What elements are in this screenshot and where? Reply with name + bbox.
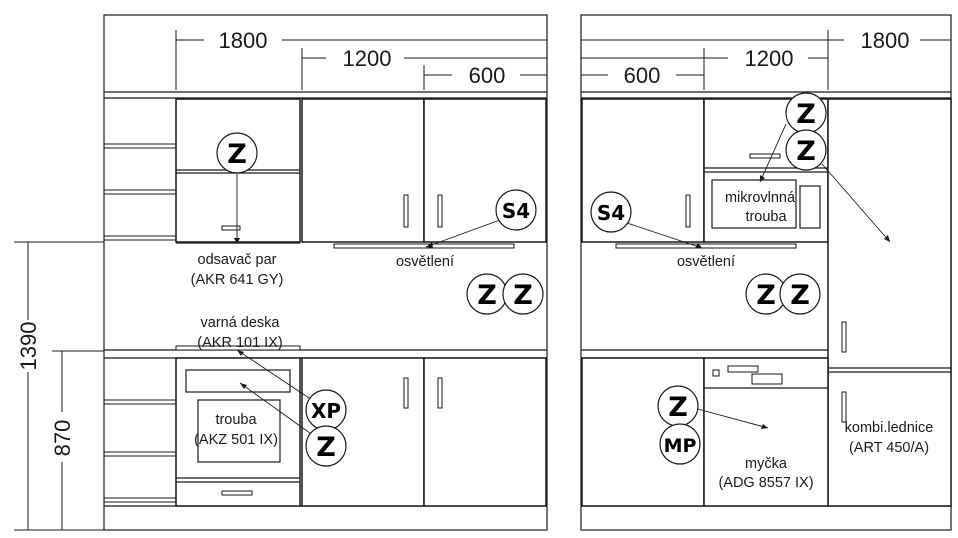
cabinet-handle: [404, 378, 408, 408]
svg-text:S4: S4: [596, 201, 626, 225]
oven-label: trouba: [215, 412, 257, 428]
svg-text:Z: Z: [796, 99, 816, 130]
microwave-label-2: trouba: [745, 209, 787, 225]
svg-text:Z: Z: [756, 280, 776, 311]
height-dimensions: [14, 242, 104, 530]
svg-text:Z: Z: [790, 280, 810, 311]
light-label-right: osvětlení: [676, 254, 736, 270]
socket-symbol: [780, 274, 820, 314]
light-label-left: osvětlení: [395, 254, 455, 270]
fridge-handle: [842, 322, 846, 352]
oven-model-label: (AKZ 501 IX): [194, 432, 278, 448]
dim-1390: 1390: [16, 321, 41, 371]
dishwasher-knob: [713, 370, 719, 376]
svg-text:Z: Z: [513, 280, 533, 311]
cabinet-handle: [404, 195, 408, 227]
svg-text:Z: Z: [477, 280, 497, 311]
light-strip-left: [334, 244, 514, 248]
dim-870: 870: [50, 419, 75, 457]
socket-symbol: [467, 274, 507, 314]
left-dimensions: [176, 28, 547, 90]
drawer-handle: [222, 491, 252, 495]
microwave-label: mikrovlnná: [724, 190, 796, 206]
dim-1800-left: 1800: [218, 28, 268, 53]
dishwasher-model-label: (ADG 8557 IX): [718, 475, 814, 491]
cabinet-handle: [438, 195, 442, 227]
svg-text:XP: XP: [310, 399, 342, 423]
svg-text:Z: Z: [227, 139, 247, 170]
socket-symbol: [591, 192, 631, 232]
svg-text:Z: Z: [316, 432, 336, 463]
side-shelves: [104, 144, 176, 502]
dim-600-left: 600: [468, 63, 506, 88]
svg-text:Z: Z: [668, 392, 688, 423]
socket-symbol: [786, 130, 826, 170]
dishwasher-label: myčka: [745, 456, 787, 472]
hob-model-label: (AKR 101 IX): [197, 335, 283, 351]
svg-text:Z: Z: [796, 136, 816, 167]
socket-symbol: [306, 390, 346, 430]
dim-1800-right: 1800: [860, 28, 910, 53]
dim-1200-right: 1200: [744, 46, 794, 71]
cabinet-handle: [750, 154, 780, 158]
socket-symbol: [306, 426, 346, 466]
hood-label: odsavač par: [197, 252, 277, 268]
socket-symbol: [658, 386, 698, 426]
hob-label: varná deska: [200, 315, 280, 331]
socket-symbol: [496, 190, 536, 230]
svg-text:S4: S4: [501, 199, 531, 223]
socket-symbol: [503, 274, 543, 314]
fridge-label: kombi.lednice: [844, 420, 934, 436]
socket-symbol: [660, 424, 700, 464]
fridge-handle: [842, 392, 846, 422]
svg-text:MP: MP: [663, 435, 697, 457]
cabinet-handle: [438, 378, 442, 408]
light-strip-right: [616, 244, 796, 248]
fridge-model-label: (ART 450/A): [848, 440, 930, 456]
dim-600-right: 600: [623, 63, 661, 88]
socket-symbol: [217, 133, 257, 173]
socket-symbol: [786, 93, 826, 133]
hood-model-label: (AKR 641 GY): [190, 272, 284, 288]
dim-1200-left: 1200: [342, 46, 392, 71]
cabinet-handle: [686, 195, 690, 227]
right-dimensions: [581, 28, 951, 90]
